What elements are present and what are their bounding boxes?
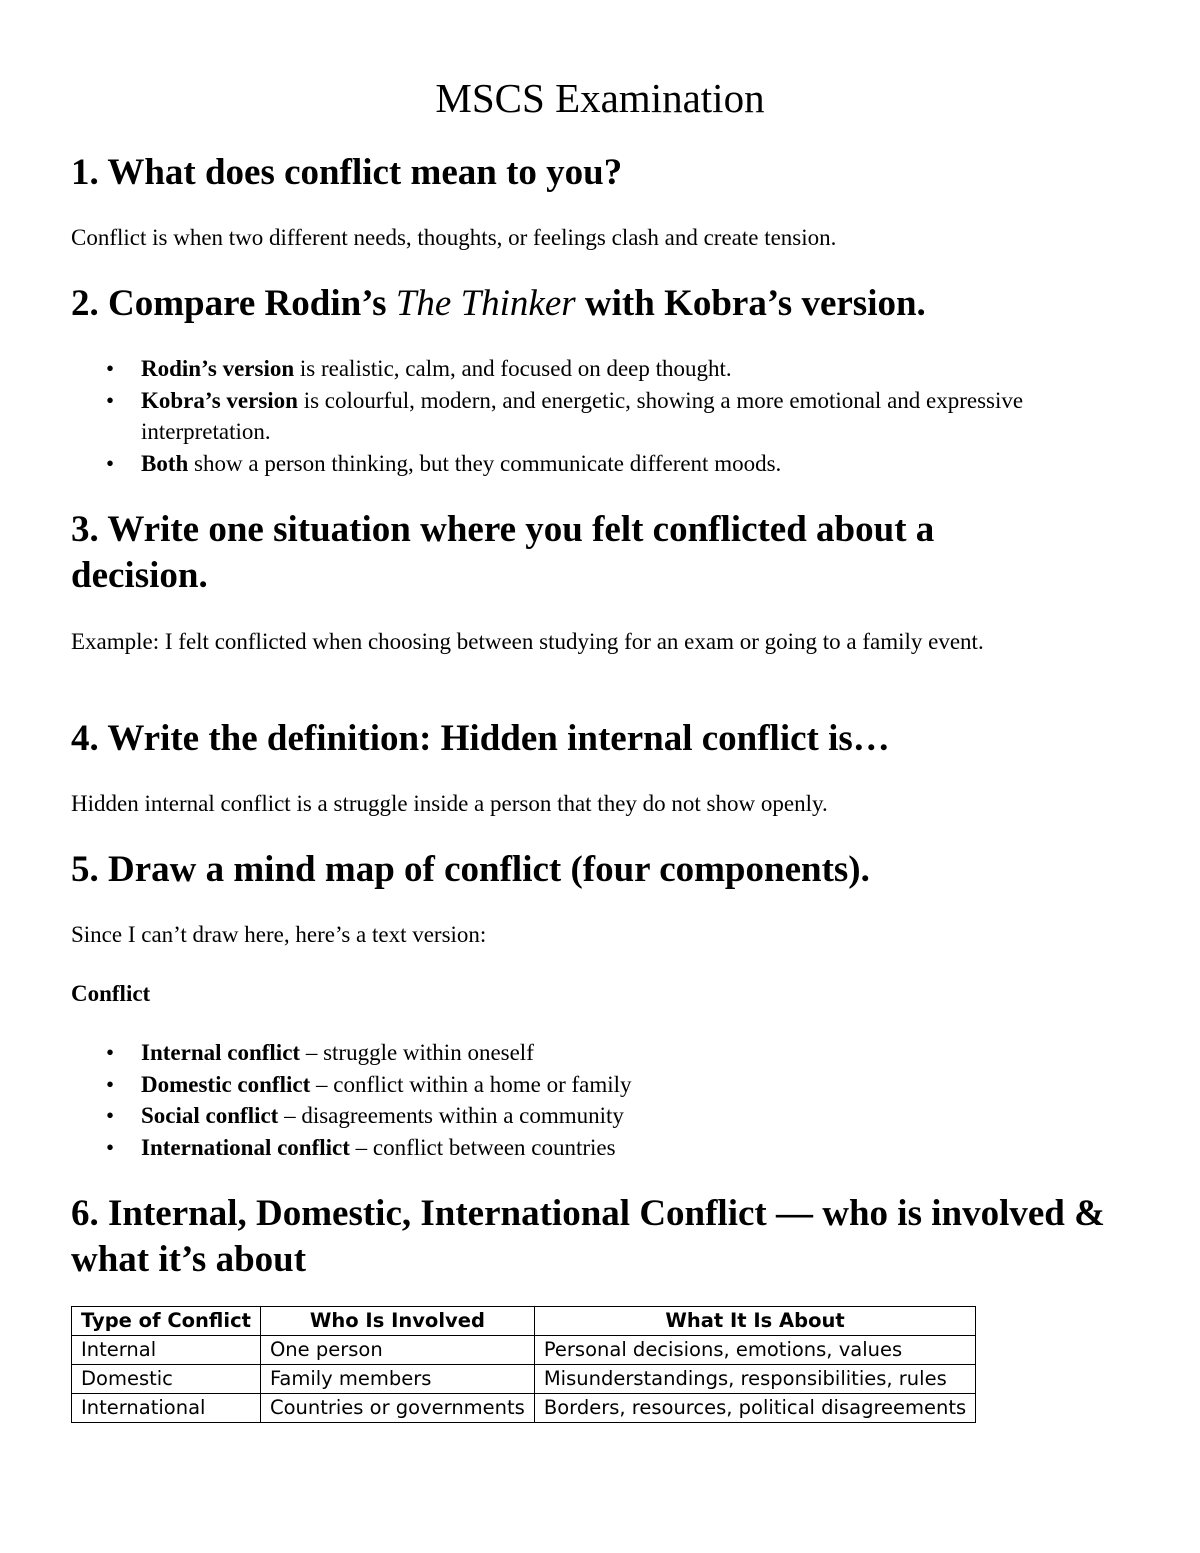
bullet-icon: • [106, 387, 115, 413]
bullet-bold-term: Domestic conflict [141, 1071, 311, 1097]
table-row [72, 1336, 976, 1365]
question-4-heading: 4. Write the definition: Hidden internal conflict is… [71, 718, 890, 759]
bullet-text: – disagreements within a community [278, 1103, 624, 1128]
list-item [71, 353, 1101, 385]
table-cell: Domestic [72, 1365, 261, 1394]
table-cell: Misunderstandings, responsibilities, rules [534, 1365, 975, 1394]
column-header-type: Type of Conflict [72, 1307, 261, 1336]
bullet-icon: • [106, 1134, 115, 1160]
bullet-text: show a person thinking, but they communicate different moods. [188, 450, 782, 476]
bullet-text: – struggle within oneself [300, 1040, 534, 1065]
bullet-text: – conflict within a home or family [310, 1071, 632, 1097]
column-header-who: Who Is Involved [260, 1307, 534, 1336]
column-header-what: What It Is About [534, 1307, 975, 1336]
table-cell: Personal decisions, emotions, values [534, 1336, 975, 1365]
question-2-heading-post: with Kobra’s version. [575, 283, 926, 324]
table-cell: Internal [72, 1336, 261, 1365]
mind-map-root: Conflict [71, 981, 151, 1006]
table-header-row [72, 1307, 976, 1336]
table-cell: Borders, resources, political disagreements [534, 1394, 975, 1423]
question-5-intro: Since I can’t draw here, here’s a text version: [71, 922, 487, 947]
question-6-heading: 6. Internal, Domestic, International Conflict — who is involved & what it’s about [71, 1193, 1105, 1280]
bullet-text: is realistic, calm, and focused on deep thought. [294, 356, 732, 381]
question-3-heading: 3. Write one situation where you felt conflicted about a decision. [71, 509, 935, 596]
list-item [71, 448, 1101, 480]
question-1-heading: 1. What does conflict mean to you? [71, 152, 623, 193]
table-cell: Family members [260, 1365, 534, 1394]
document-title: MSCS Examination [435, 75, 765, 121]
bullet-bold-term: Internal conflict [141, 1040, 301, 1065]
bullet-icon: • [106, 450, 115, 476]
table-cell: One person [260, 1336, 534, 1365]
bullet-icon: • [106, 356, 115, 381]
question-1-answer: Conflict is when two different needs, thoughts, or feelings clash and create tension. [71, 225, 837, 250]
bullet-text: is colourful, modern, and energetic, showing a more emotional and expressive interpretation. [141, 387, 1024, 444]
list-item [71, 1132, 1101, 1164]
bullet-icon: • [106, 1103, 115, 1128]
question-2-heading [71, 281, 1141, 327]
bullet-bold-term: Both [141, 450, 189, 476]
bullet-bold-term: Social conflict [141, 1103, 279, 1128]
mind-map-component-list [71, 1037, 1101, 1163]
list-item [71, 1069, 1101, 1101]
bullet-icon: • [106, 1071, 115, 1097]
bullet-bold-term: International conflict [141, 1134, 350, 1160]
question-2-heading-pre: 2. Compare Rodin’s [71, 283, 396, 324]
list-item [71, 1100, 1101, 1132]
list-item [71, 1037, 1101, 1069]
table-cell: Countries or governments [260, 1394, 534, 1423]
table-cell: International [72, 1394, 261, 1423]
question-3-answer: Example: I felt conflicted when choosing between studying for an exam or going to a family event. [71, 629, 984, 654]
question-5-heading: 5. Draw a mind map of conflict (four components). [71, 849, 870, 890]
bullet-bold-term: Rodin’s version [141, 356, 295, 381]
bullet-bold-term: Kobra’s version [141, 387, 298, 413]
list-item [71, 385, 1101, 448]
bullet-icon: • [106, 1040, 115, 1065]
bullet-text: – conflict between countries [349, 1134, 616, 1160]
table-row [72, 1394, 976, 1423]
table-row [72, 1365, 976, 1394]
question-4-answer: Hidden internal conflict is a struggle inside a person that they do not show openly. [71, 791, 828, 816]
question-2-heading-artwork-title: The Thinker [395, 283, 576, 324]
conflict-table [71, 1306, 976, 1423]
question-2-bullet-list [71, 353, 1101, 479]
